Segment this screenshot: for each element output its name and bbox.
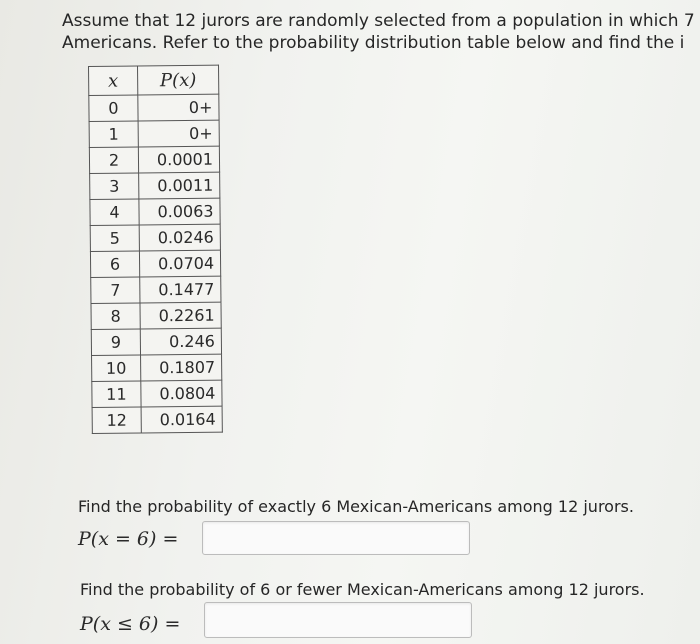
p-value: 0.0001 <box>138 146 219 173</box>
p-value: 0.0011 <box>139 172 220 199</box>
problem-line-2: Americans. Refer to the probability distribution table below and find the i <box>62 33 685 53</box>
table-row <box>90 172 220 199</box>
problem-line-1: Assume that 12 jurors are randomly selected from a population in which 7 <box>62 11 695 31</box>
x-value: 10 <box>92 355 141 382</box>
x-value: 9 <box>91 329 140 356</box>
p-value: 0.1807 <box>141 354 222 381</box>
x-value: 6 <box>90 251 139 278</box>
p-value: 0.2261 <box>140 302 221 329</box>
table-row <box>92 406 222 433</box>
p-value: 0.246 <box>140 328 221 355</box>
table-row <box>89 146 219 173</box>
table-row <box>91 276 221 303</box>
table-row <box>92 354 222 381</box>
p-value: 0+ <box>138 94 219 121</box>
question-2-answer-input[interactable] <box>204 602 472 638</box>
table-row <box>90 198 220 225</box>
header-px: P(x) <box>138 65 219 95</box>
x-value: 7 <box>91 277 140 304</box>
x-value: 2 <box>89 147 138 174</box>
question-1-answer-input[interactable] <box>202 521 470 555</box>
x-value: 5 <box>90 225 139 252</box>
table-row <box>89 94 219 121</box>
probability-distribution-table <box>88 65 223 434</box>
x-value: 3 <box>90 173 139 200</box>
p-value: 0.0063 <box>139 198 220 225</box>
x-value: 8 <box>91 303 140 330</box>
table-header-row <box>89 65 219 95</box>
x-value: 12 <box>92 407 141 434</box>
table-row <box>91 302 221 329</box>
table-row <box>90 250 220 277</box>
question-2-prompt: Find the probability of 6 or fewer Mexican-Americans among 12 jurors. <box>80 580 645 599</box>
x-value: 1 <box>89 121 138 148</box>
question-1-prompt: Find the probability of exactly 6 Mexican-Americans among 12 jurors. <box>78 497 634 516</box>
table-row <box>89 120 219 147</box>
problem-statement <box>62 10 700 54</box>
p-value: 0.1477 <box>140 276 221 303</box>
question-2-expression: P(x ≤ 6) = <box>80 613 181 635</box>
x-value: 4 <box>90 199 139 226</box>
p-value: 0.0246 <box>139 224 220 251</box>
question-1-expression: P(x = 6) = <box>78 528 179 550</box>
x-value: 11 <box>92 381 141 408</box>
table-row <box>92 380 222 407</box>
p-value: 0+ <box>138 120 219 147</box>
p-value: 0.0164 <box>141 406 222 433</box>
header-x: x <box>89 66 138 96</box>
p-value: 0.0704 <box>139 250 220 277</box>
table-row <box>91 328 221 355</box>
p-value: 0.0804 <box>141 380 222 407</box>
x-value: 0 <box>89 95 138 122</box>
table-row <box>90 224 220 251</box>
